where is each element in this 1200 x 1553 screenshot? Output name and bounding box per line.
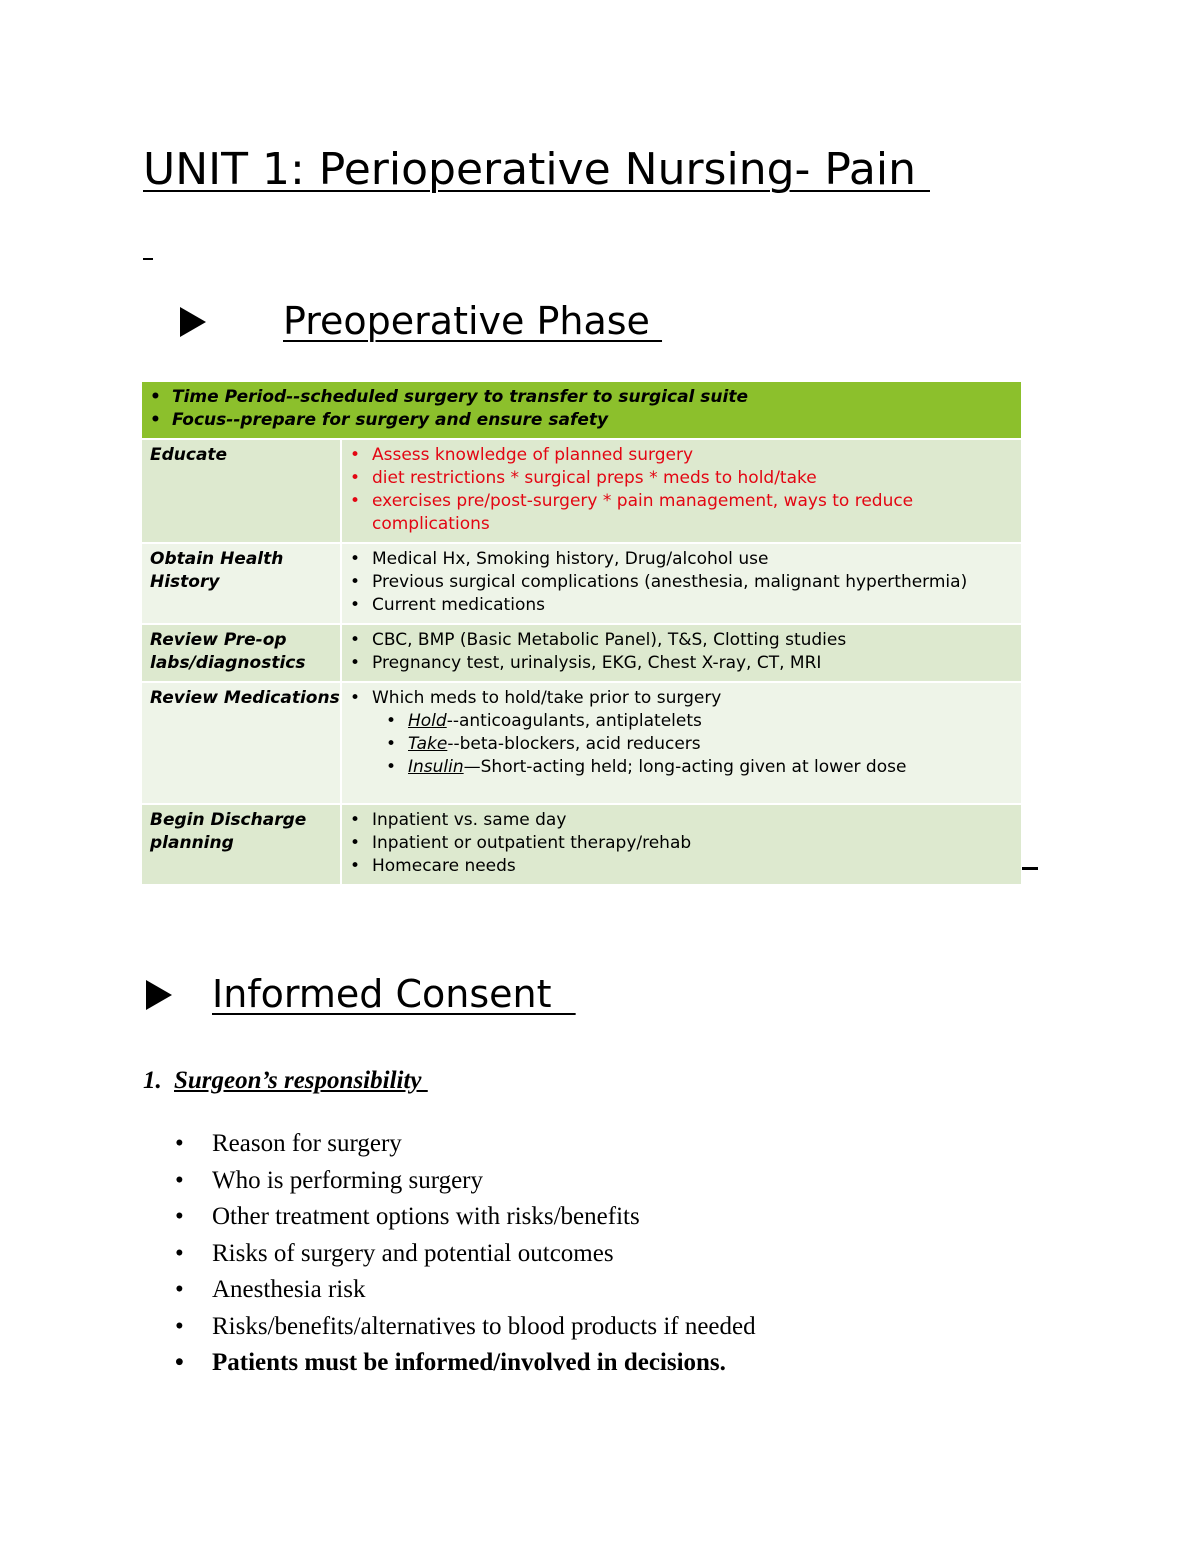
table-header xyxy=(142,382,1021,440)
row-label: Educate xyxy=(142,440,342,542)
header-line-time-period: • Time Period--scheduled surgery to transfer to surgical suite xyxy=(150,387,748,407)
header-line-focus: • Focus--prepare for surgery and ensure safety xyxy=(150,410,609,430)
section-surgeon-responsibility xyxy=(143,1064,428,1098)
preoperative-heading: Preoperative Phase xyxy=(283,299,663,343)
list-item: • Other treatment options with risks/benefits xyxy=(175,1203,640,1230)
page-title: UNIT 1: Perioperative Nursing- Pain xyxy=(143,144,930,195)
row-label: Obtain Health History xyxy=(142,544,342,623)
section-title: Surgeon’s responsibility xyxy=(174,1067,428,1094)
stray-mark xyxy=(1022,867,1038,870)
row-content: • Which meds to hold/take prior to surgery • Hold--anticoagulants, antiplatelets • Take--beta-blockers, acid reducers • Insulin—Short-acting held; long-acting given at lower dose xyxy=(350,688,907,777)
responsibility-list xyxy=(175,1126,756,1382)
table-row-educate xyxy=(142,440,1021,544)
row-content: • Assess knowledge of planned surgery • diet restrictions * surgical preps * meds to hold/take • exercises pre/post-surgery * pain management, ways to reduce complications xyxy=(350,445,914,534)
table-row-discharge xyxy=(142,805,1021,886)
row-label: Review Medications xyxy=(142,683,342,803)
table-row-labs xyxy=(142,625,1021,683)
row-content: • Medical Hx, Smoking history, Drug/alcohol use • Previous surgical complications (anesthesia, malignant hyperthermia) • Current medications xyxy=(350,549,968,615)
row-label: Begin Discharge planning xyxy=(142,805,342,884)
row-content: • CBC, BMP (Basic Metabolic Panel), T&S, Clotting studies • Pregnancy test, urinalysis, EKG, Chest X-ray, CT, MRI xyxy=(350,630,847,673)
list-item: • Risks/benefits/alternatives to blood products if needed xyxy=(175,1312,756,1340)
list-item-bold: • Patients must be informed/involved in decisions. xyxy=(175,1349,726,1376)
list-item: • Reason for surgery xyxy=(175,1130,402,1157)
informed-consent-heading: Informed Consent xyxy=(212,972,576,1016)
play-arrow-icon xyxy=(146,980,172,1010)
row-label: Review Pre-op labs/diagnostics xyxy=(142,625,342,681)
list-item: • Anesthesia risk xyxy=(175,1276,366,1303)
table-row-health-history xyxy=(142,544,1021,625)
row-content: • Inpatient vs. same day • Inpatient or outpatient therapy/rehab • Homecare needs xyxy=(350,810,692,876)
table-row-medications xyxy=(142,683,1021,805)
preoperative-table xyxy=(142,382,1021,886)
list-item: • Who is performing surgery xyxy=(175,1166,484,1194)
stray-mark xyxy=(143,258,153,260)
play-arrow-icon xyxy=(180,307,206,337)
list-item: • Risks of surgery and potential outcomes xyxy=(175,1239,614,1267)
section-number: 1. xyxy=(143,1067,162,1094)
